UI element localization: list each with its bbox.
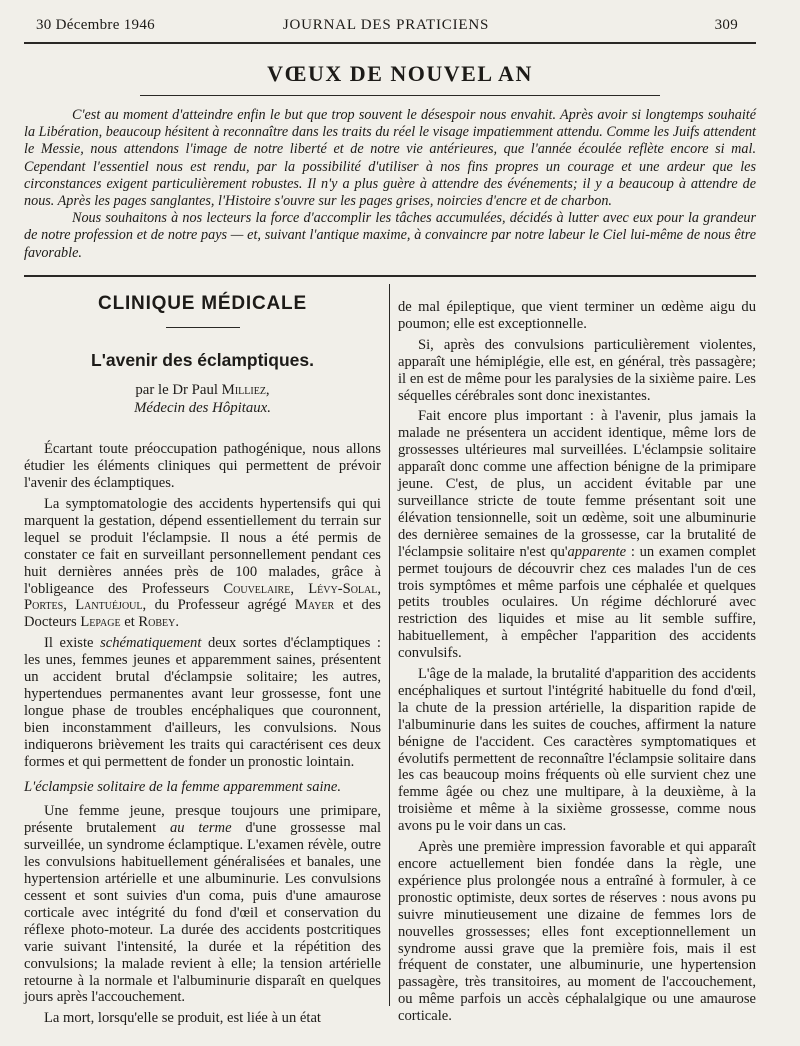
intro-paragraph: Nous souhaitons à nos lecteurs la force d'accomplir les tâches accumulées, décidés à lutter avec eux pour la grandeur de notre profession et de notre pays — et, suivant l'antique maxime, à convaincre par notre labeur le Ciel lui-même de nous être favorable. (24, 210, 756, 261)
byline-affiliation: Médecin des Hôpitaux. (134, 400, 271, 417)
header-rule (24, 42, 756, 44)
author-name: Mayer (294, 597, 335, 614)
emphasis: au terme (169, 820, 232, 837)
byline (24, 381, 381, 417)
paragraph: Si, après des convulsions particulièrement violentes, apparaît une hémiplégie, elle est, en général, très passagère; il en est de même pour les paralysies de la sixième paire. Les séquelles cérébrales sont donc inexistantes. (398, 336, 756, 404)
paragraph: Une femme jeune, presque toujours une primipare, présente brutalement au terme d'une grossesse mal surveillée, un syndrome éclamptique. L'examen révèle, outre les convulsions habituellement généralisées et banales, une hypertension artérielle et une albuminurie. Les convulsions cessent et sont suivies d'un coma, puis d'une amaurose corticale avec intégrité du fond d'œil et conservation du réflexe photo-moteur. La durée des accidents postcritiques varie suivant l'intensité, la durée et la répétition des convulsions; la malade revient à elle; la tension artérielle retourne à la normale et l'albuminurie disparaît en quelques jours après l'accouchement. (24, 803, 381, 1006)
author-name: Couvelaire (223, 580, 291, 597)
paragraph: L'âge de la malade, la brutalité d'apparition des accidents encéphaliques et surtout l'intégrité habituelle du fond d'œil, la chute de la pression artérielle, la disparition rapide de l'albuminurie dans les suites de couches, affirment la nature bénigne de l'accident. Ces caractères symptomatiques et évolutifs permettent de reconnaître l'éclampsie solitaire dans les cas beaucoup moins fréquents où elle survient chez une femme âgée ou chez une multipare, à la deuxième, à la troisième et même à la sixième grossesse, comme nous avons pu le voir dans un cas. (398, 666, 756, 835)
right-column (398, 299, 756, 1029)
title-rule (140, 95, 660, 96)
emphasis: apparente (567, 543, 627, 560)
section-rule-top (24, 275, 756, 277)
emphasis: schématiquement (100, 635, 202, 652)
intro-paragraph: C'est au moment d'atteindre enfin le but que trop souvent le désespoir nous envahit. Après avoir si longtemps souhaité la Libération, beaucoup hésitent à reconnaître dans les traits du réel le visage impatiemment attendu. Comme les Juifs attendent le Messie, nous attendons l'image de notre liberté et de notre vie antérieures, que l'année écoulée reflète encore si mal. Cependant l'essentiel nous est rendu, par la possibilité d'utiliser à nos fins propres un courage et une ardeur que les circonstances exigent particulièrement robustes. Il n'y a plus guère à attendre des événements; il y a beaucoup à attendre de nous. Après les pages sanglantes, l'Histoire s'ouvre sur les pages grises, noircies d'encre et de charbon. (24, 107, 756, 210)
page-title: VŒUX DE NOUVEL AN (267, 61, 533, 86)
issue-date: 30 Décembre 1946 (36, 17, 155, 33)
journal-name: JOURNAL DES PRATICIENS (282, 17, 490, 33)
paragraph: de mal épileptique, que vient terminer un œdème aigu du poumon; elle est exceptionnelle. (398, 299, 756, 332)
author-name: Lepage (80, 614, 121, 631)
column-separator (389, 284, 390, 1006)
paragraph: Écartant toute préoccupation pathogénique, nous allons étudier les éléments cliniques qui permettent de prévoir l'avenir des éclamptiques. (24, 441, 381, 492)
editorial-intro (24, 107, 756, 262)
running-header (30, 17, 742, 39)
paragraph: Après une première impression favorable et qui apparaît encore actuellement bien fondée dans la règle, une expérience plus prolongée nous a entraîné à formuler, à ce pronostic optimiste, deux sortes de réserves : nous avons pu suivre minutieusement une dizaine de femmes lors de nouvelles grossesses; elles font exceptionnellement un syndrome aussi grave que la première fois, mais il est fréquent de constater, une albuminurie, une hypertension passagère, très transitoires, au moment de l'accouchement, ou même parfois un accès céphalalgique ou une amaurose corticale. (398, 839, 756, 1025)
author-name: Lévy-Solal (308, 580, 378, 597)
left-column (24, 293, 382, 1031)
subheading: L'éclampsie solitaire de la femme apparemment saine. (24, 778, 341, 795)
author-name: Robey (138, 614, 176, 631)
paragraph: La mort, lorsqu'elle se produit, est liée à un état (44, 1010, 321, 1027)
paragraph: Fait encore plus important : à l'avenir, plus jamais la malade ne présentera un accident identique, même lors de grossesses ultérieures mal surveillées. L'éclampsie solitaire apparaît donc comme une affection bénigne de la primipare jeune. C'est, de plus, un accident évitable par une surveillance stricte de toute femme présentant soit une élévation tensionnelle, soit un œdème, soit une albuminurie des dernièree semaines de la grossesse, car la brutalité de l'éclampsie solitaire n'est qu'apparente : un examen complet permet toujours de découvrir chez ces malades l'un de ces trois symptômes et même parfois une céphalée et quelques petits troubles oculaires. Un régime déchloruré avec restriction des liquides et mise au lit semble suffire, habituellement, à empêcher l'apparition des accidents convulsifs. (398, 408, 756, 662)
byline-author: Milliez, (221, 382, 270, 399)
paragraph: Il existe schématiquement deux sortes d'éclamptiques : les unes, femmes jeunes et apparemment saines, présentent un accident brutal d'éclampsie solitaire; les autres, hypertendues permanentes avant leur grossesse, font une longue phase de troubles encéphaliques que couronnent, bien inconstamment d'ailleurs, les convulsions. Nous indiquerons brièvement les traits qui caractérisent ces deux formes et qui permettent de fonder un pronostic lointain. (24, 635, 381, 770)
section-heading: CLINIQUE MÉDICALE (98, 293, 307, 314)
author-name: Portes (24, 597, 64, 614)
author-name: Lantuéjoul (75, 597, 143, 614)
page-number: 309 (714, 17, 738, 33)
section-underline (166, 327, 240, 329)
article-title: L'avenir des éclamptiques. (91, 350, 314, 371)
paragraph: La symptomatologie des accidents hypertensifs qui qui marquent la gestation, dépend essentiellement du terrain sur lequel se produit l'éclampsie. Il nous a été permis de constater ce fait en surveillant personnellement pendant ces huit dernières années près de 100 malades, grâce à l'obligeance des Professeurs Couvelaire, Lévy-Solal, Portes, Lantuéjoul, du Professeur agrégé Mayer et des Docteurs Lepage et Robey. (24, 496, 382, 631)
byline-prefix: par le Dr Paul (135, 382, 222, 399)
